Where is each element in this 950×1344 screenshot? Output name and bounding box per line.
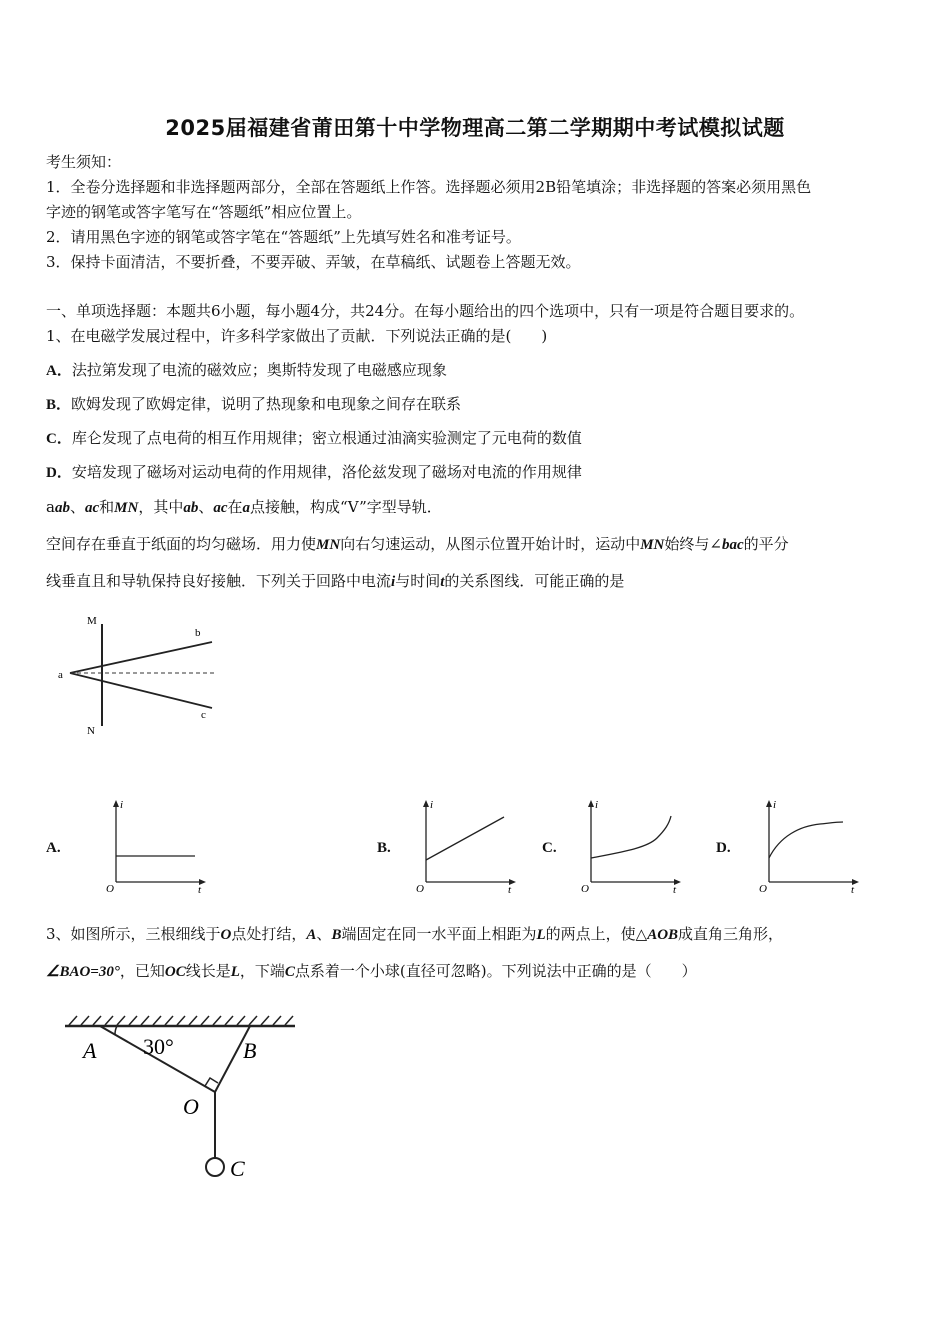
var: bac bbox=[721, 537, 744, 553]
text: 的平分 bbox=[743, 535, 789, 553]
text: 线长是 bbox=[185, 962, 231, 980]
text: 、 bbox=[69, 498, 85, 516]
graph-d bbox=[755, 796, 870, 896]
ceiling-hatch bbox=[69, 1016, 293, 1025]
text: ，其中 bbox=[138, 498, 184, 516]
ball bbox=[206, 1158, 224, 1176]
notice-item: 字迹的钢笔或答字笔写在“答题纸”相应位置上。 bbox=[46, 203, 362, 221]
var: t bbox=[440, 574, 445, 590]
y-arrow bbox=[423, 800, 429, 807]
section-heading: 一、单项选择题：本题共6小题，每小题4分，共24分。在每小题给出的四个选项中，只有一项是符合题目要求的。 bbox=[46, 302, 805, 320]
origin: O bbox=[581, 883, 589, 895]
var: ab bbox=[183, 500, 199, 516]
question-3-line-1 bbox=[46, 924, 906, 945]
question-2-line-2 bbox=[46, 534, 906, 555]
var: B bbox=[331, 927, 342, 943]
label-m: M bbox=[87, 615, 97, 627]
curve bbox=[769, 822, 843, 858]
question-1-option-a bbox=[46, 360, 906, 381]
question-2-line-1 bbox=[46, 497, 906, 518]
option-text: 欧姆发现了欧姆定律，说明了热现象和电现象之间存在联系 bbox=[71, 395, 462, 413]
axis-t: t bbox=[508, 884, 512, 896]
option-label: D． bbox=[46, 465, 72, 481]
text: 点接触，构成“V”字型导轨． bbox=[250, 498, 442, 516]
angle-arc bbox=[115, 1026, 117, 1035]
text: 、 bbox=[198, 498, 214, 516]
axis-i: i bbox=[773, 799, 777, 811]
rod-ab bbox=[70, 642, 212, 673]
label-b: B bbox=[243, 1038, 257, 1063]
label-angle: 30° bbox=[143, 1034, 174, 1059]
option-text: 库仑发现了点电荷的相互作用规律；密立根通过油滴实验测定了元电荷的数值 bbox=[71, 429, 582, 447]
text: 、 bbox=[316, 925, 332, 943]
option-label-a: A. bbox=[46, 840, 61, 856]
option-text: 安培发现了磁场对运动电荷的作用规律，洛伦兹发现了磁场对电流的作用规律 bbox=[71, 463, 582, 481]
var: ab bbox=[54, 500, 70, 516]
text: 空间存在垂直于纸面的均匀磁场．用力使 bbox=[46, 535, 317, 553]
var: MN bbox=[114, 500, 139, 516]
origin: O bbox=[106, 883, 114, 895]
rod-ac bbox=[70, 673, 212, 708]
var: MN bbox=[640, 537, 665, 553]
text: 线垂直且和导轨保持良好接触．下列关于回路中电流 bbox=[46, 572, 392, 590]
v-rail-figure bbox=[55, 610, 225, 740]
var: L bbox=[230, 964, 240, 980]
label-n: N bbox=[87, 725, 95, 737]
axis-i: i bbox=[430, 799, 434, 811]
question-1-option-b bbox=[46, 394, 906, 415]
option-label-b: B. bbox=[377, 840, 391, 856]
right-angle-mark bbox=[205, 1078, 218, 1086]
var: i bbox=[391, 574, 396, 590]
option-label-d: D. bbox=[716, 840, 731, 856]
var: ac bbox=[213, 500, 228, 516]
var: ac bbox=[84, 500, 100, 516]
text: ，下端 bbox=[239, 962, 285, 980]
question-2-line-3 bbox=[46, 571, 906, 592]
text: 端固定在同一水平面上相距为 bbox=[341, 925, 537, 943]
var: AOB bbox=[647, 927, 679, 943]
text: 的关系图线．可能正确的是 bbox=[444, 572, 625, 590]
y-arrow bbox=[588, 800, 594, 807]
graph-c bbox=[577, 796, 687, 896]
page-title: 2025届福建省莆田第十中学物理高二第二学期期中考试模拟试题 bbox=[165, 116, 785, 140]
option-label: C． bbox=[46, 431, 72, 447]
origin: O bbox=[416, 883, 424, 895]
label-o: O bbox=[183, 1094, 199, 1119]
graph-a bbox=[102, 796, 212, 896]
y-arrow bbox=[113, 800, 119, 807]
notice-heading: 考生须知： bbox=[46, 153, 122, 171]
graph-b bbox=[412, 796, 522, 896]
origin: O bbox=[759, 883, 767, 895]
label-b: b bbox=[195, 627, 201, 639]
axis-t: t bbox=[198, 884, 202, 896]
axis-t: t bbox=[851, 884, 855, 896]
var: O bbox=[220, 927, 232, 943]
notice-item: 2．请用黑色字迹的钢笔或答字笔在“答题纸”上先填写姓名和准考证号。 bbox=[46, 228, 521, 246]
axis-t: t bbox=[673, 884, 677, 896]
text: 向右匀速运动，从图示位置开始计时，运动中 bbox=[340, 535, 641, 553]
var: L bbox=[536, 927, 546, 943]
text: 与时间 bbox=[395, 572, 441, 590]
option-label: B． bbox=[46, 397, 72, 413]
var: ∠BAO=30° bbox=[46, 964, 120, 980]
axis-i: i bbox=[595, 799, 599, 811]
notice-item: 3．保持卡面清洁，不要折叠，不要弄破、弄皱，在草稿纸、试题卷上答题无效。 bbox=[46, 253, 581, 271]
label-a: a bbox=[58, 669, 63, 681]
option-label: A． bbox=[46, 363, 72, 379]
question-1-option-d bbox=[46, 462, 906, 483]
axis-i: i bbox=[120, 799, 124, 811]
text: a bbox=[46, 498, 55, 516]
var: A bbox=[306, 927, 317, 943]
curve bbox=[591, 816, 671, 858]
text: 的两点上，使△ bbox=[545, 925, 648, 943]
option-label-c: C. bbox=[542, 840, 557, 856]
var: a bbox=[242, 500, 251, 516]
question-1-option-c bbox=[46, 428, 906, 449]
text: ，已知 bbox=[119, 962, 165, 980]
notice-item: 1．全卷分选择题和非选择题两部分，全部在答题纸上作答。选择题必须用2B铅笔填涂；非选择题的答案必须用黑色 bbox=[46, 178, 812, 196]
question-1-stem: 1、在电磁学发展过程中，许多科学家做出了贡献．下列说法正确的是( ) bbox=[46, 327, 548, 345]
curve bbox=[426, 817, 504, 860]
label-a: A bbox=[83, 1038, 97, 1063]
text: 点处打结， bbox=[231, 925, 307, 943]
text: 点系着一个小球(直径可忽略)。下列说法中正确的是（ ） bbox=[294, 962, 697, 980]
var: OC bbox=[164, 964, 186, 980]
y-arrow bbox=[766, 800, 772, 807]
var: C bbox=[284, 964, 295, 980]
var: MN bbox=[316, 537, 341, 553]
text: 成直角三角形， bbox=[678, 925, 784, 943]
text: 3、如图所示，三根细线于 bbox=[46, 925, 221, 943]
text: 始终与∠ bbox=[664, 535, 722, 553]
label-c: C bbox=[230, 1156, 245, 1181]
option-text: 法拉第发现了电流的磁效应；奥斯特发现了电磁感应现象 bbox=[71, 361, 447, 379]
question-3-line-2 bbox=[46, 961, 906, 982]
label-c: c bbox=[201, 709, 206, 721]
text: 在 bbox=[227, 498, 243, 516]
text: 和 bbox=[99, 498, 115, 516]
string-knot-figure bbox=[55, 1012, 305, 1192]
